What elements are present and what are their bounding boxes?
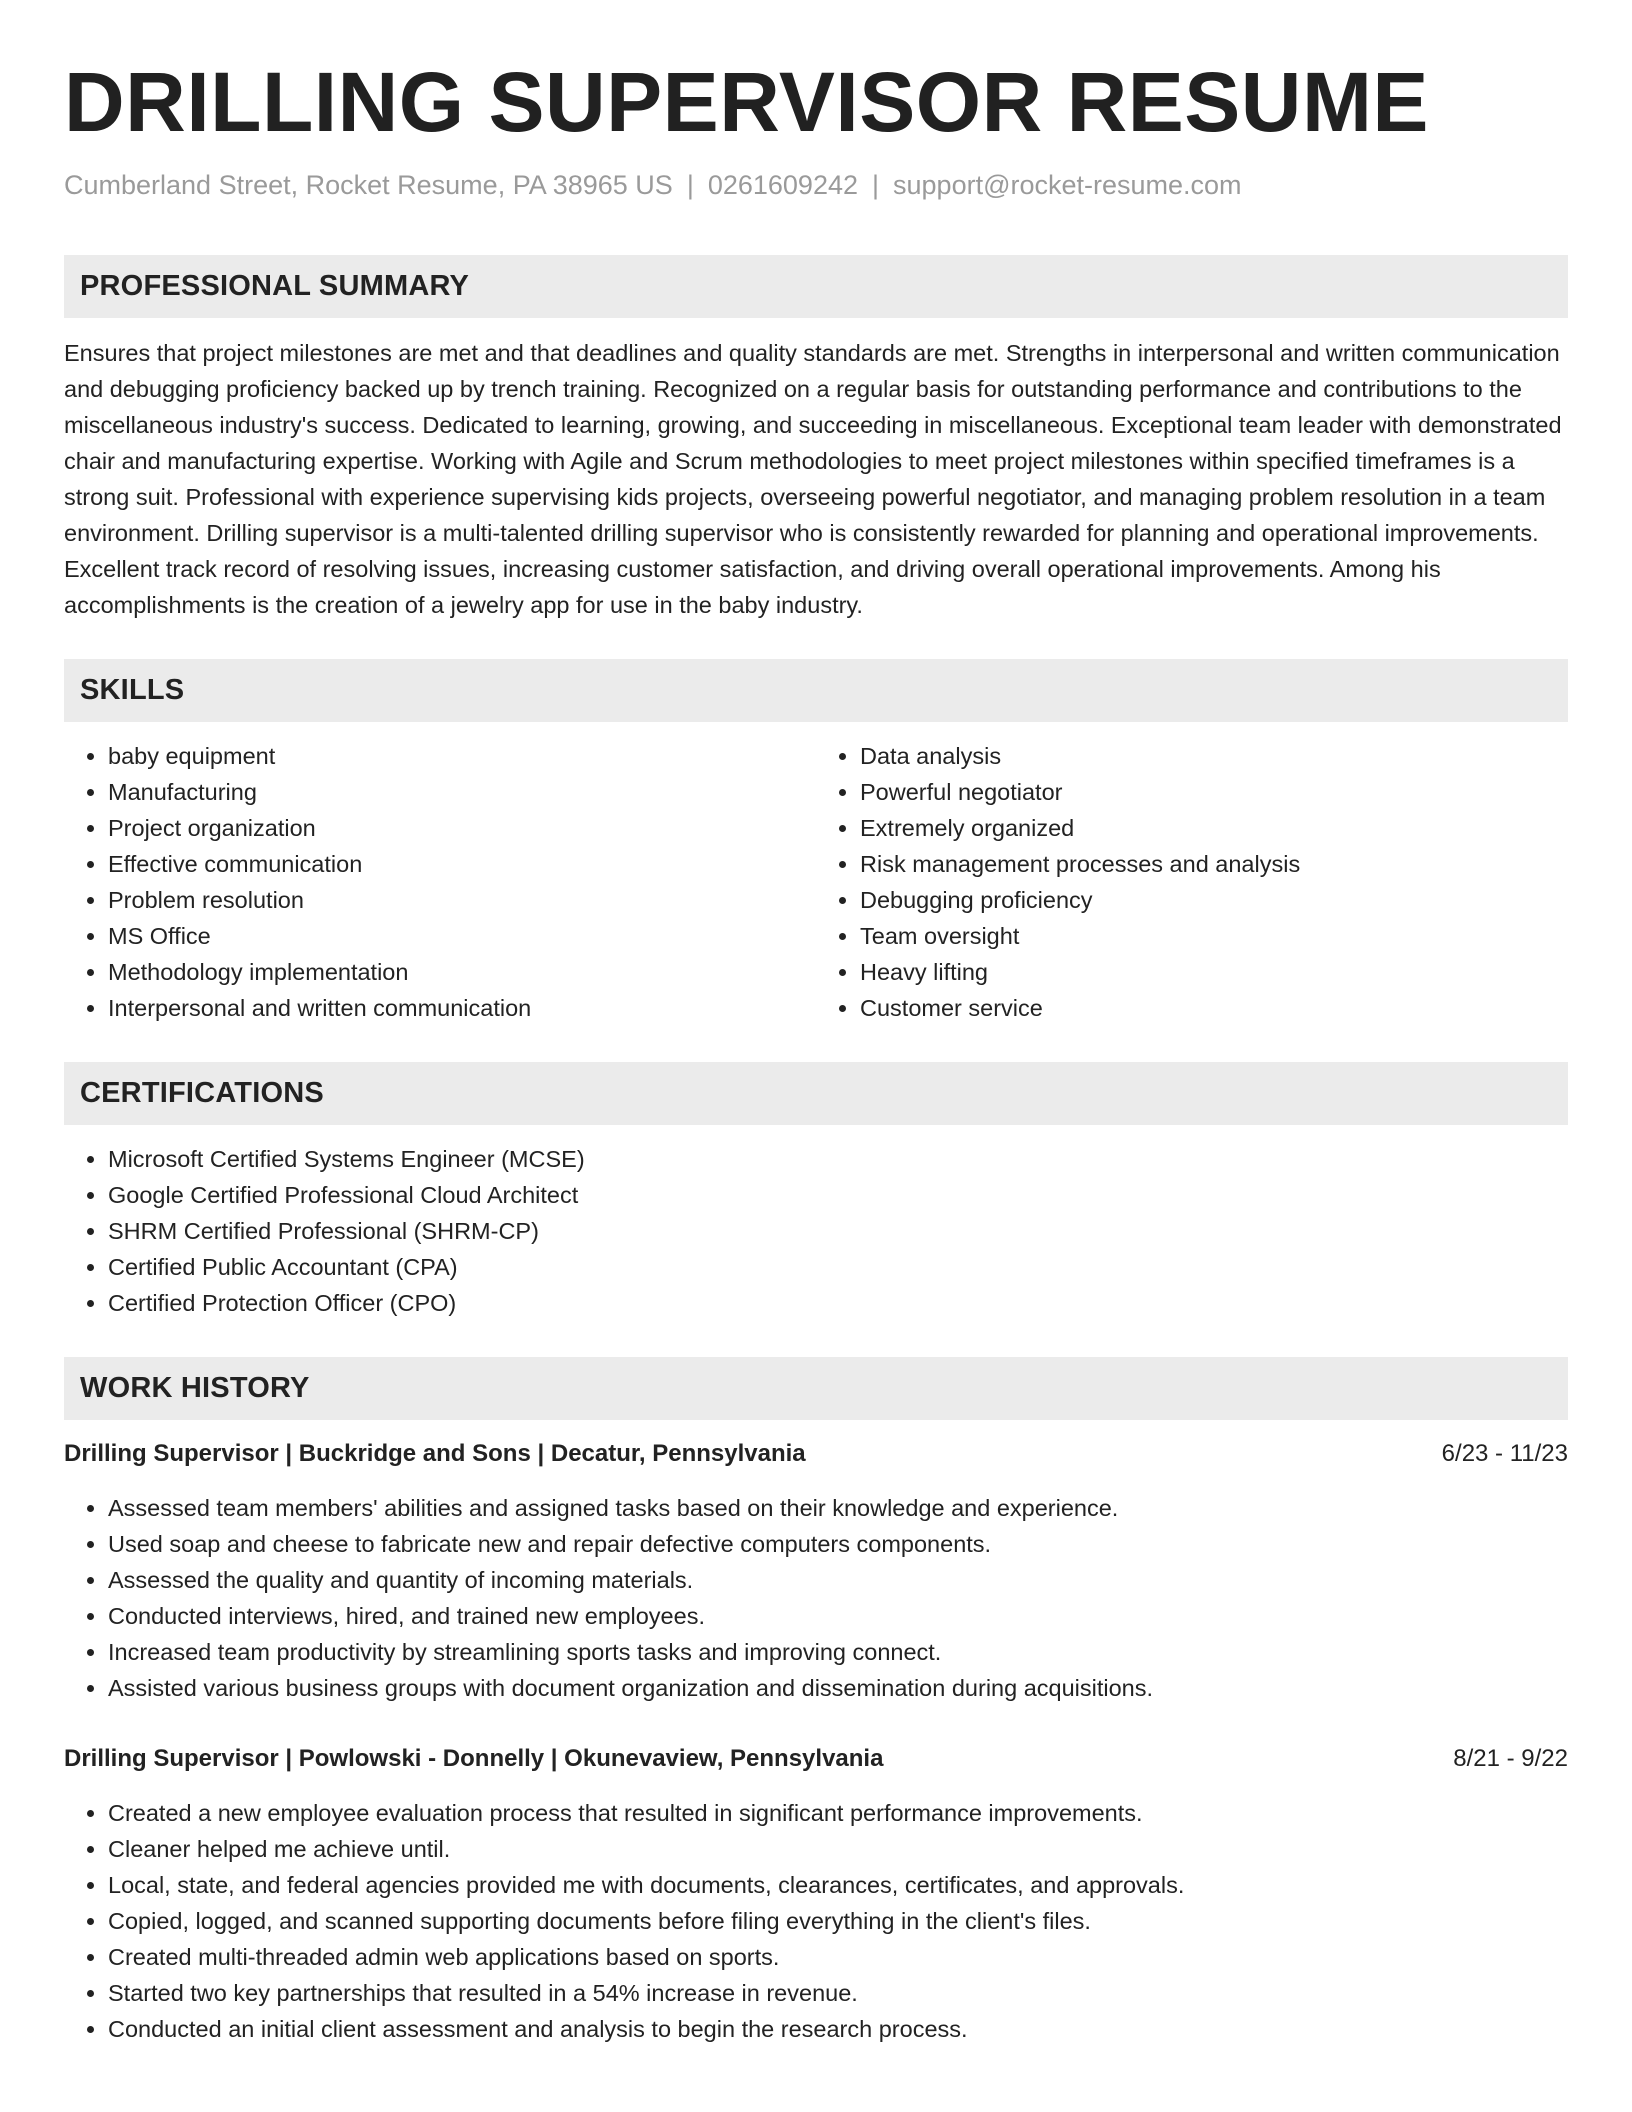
job-bullet: • Assessed team members' abilities and assigned tasks based on their knowledge and experience. — [108, 1490, 1568, 1526]
section-header-summary: PROFESSIONAL SUMMARY — [64, 255, 1568, 318]
job-bullet: • Copied, logged, and scanned supporting documents before filing everything in the client's files. — [108, 1903, 1568, 1939]
job-bullet: • Increased team productivity by streamlining sports tasks and improving connect. — [108, 1634, 1568, 1670]
job-dates: 8/21 - 9/22 — [1453, 1745, 1568, 1772]
skill-item: • Manufacturing — [108, 774, 816, 810]
section-header-certifications: CERTIFICATIONS — [64, 1062, 1568, 1125]
skill-item: • Data analysis — [860, 738, 1568, 774]
job-bullet: • Created multi-threaded admin web applications based on sports. — [108, 1939, 1568, 1975]
skill-item: • Extremely organized — [860, 810, 1568, 846]
job-bullet: • Used soap and cheese to fabricate new and repair defective computers components. — [108, 1526, 1568, 1562]
skill-item: • Effective communication — [108, 846, 816, 882]
job-entry — [64, 1741, 1568, 2047]
job-bullet: • Conducted interviews, hired, and trained new employees. — [108, 1598, 1568, 1634]
job-bullet: • Conducted an initial client assessment and analysis to begin the research process. — [108, 2011, 1568, 2047]
job-header — [64, 1741, 1568, 1777]
job-title: Drilling Supervisor | Powlowski - Donnelly | Okunevaview, Pennsylvania — [64, 1745, 884, 1772]
contact-phone: 0261609242 — [707, 170, 858, 200]
resume-title: DRILLING SUPERVISOR RESUME — [64, 55, 1429, 149]
skill-item: • MS Office — [108, 918, 816, 954]
skills-column-left — [64, 738, 816, 1026]
contact-email: support@rocket-resume.com — [893, 170, 1242, 200]
skills-list-left — [64, 738, 816, 1026]
certification-item: • Certified Public Accountant (CPA) — [108, 1249, 1568, 1285]
summary-text: Ensures that project milestones are met and that deadlines and quality standards are met. Strengths in interpersonal and written communication and debugging proficiency backed up by trench training. Recognized on a regular basis for outstanding performance and contributions to the miscellaneous industry's success. Dedicated to learning, growing, and succeeding in miscellaneous. Exceptional team leader with demonstrated chair and manufacturing expertise. Working with Agile and Scrum methodologies to meet project milestones within specified timeframes is a strong suit. Professional with experience supervising kids projects, overseeing powerful negotiator, and managing problem resolution in a team environment. Drilling supervisor is a multi-talented drilling supervisor who is consistently rewarded for planning and operational improvements. Excellent track record of resolving issues, increasing customer satisfaction, and driving overall operational improvements. Among his accomplishments is the creation of a jewelry app for use in the baby industry. — [64, 340, 1562, 618]
job-dates: 6/23 - 11/23 — [1441, 1440, 1568, 1467]
skill-item: • Methodology implementation — [108, 954, 816, 990]
skill-item: • Heavy lifting — [860, 954, 1568, 990]
job-bullet: • Assessed the quality and quantity of incoming materials. — [108, 1562, 1568, 1598]
skills-list-right — [816, 738, 1568, 1026]
skill-item: • Risk management processes and analysis — [860, 846, 1568, 882]
section-header-skills: SKILLS — [64, 659, 1568, 722]
skill-item: • Customer service — [860, 990, 1568, 1026]
contact-separator: | — [686, 170, 694, 200]
job-header — [64, 1436, 1568, 1472]
job-bullets — [64, 1490, 1568, 1706]
job-bullet: • Assisted various business groups with document organization and dissemination during acquisitions. — [108, 1670, 1568, 1706]
certifications-list — [64, 1141, 1568, 1321]
job-entry — [64, 1436, 1568, 1706]
certification-item: • SHRM Certified Professional (SHRM-CP) — [108, 1213, 1568, 1249]
skill-item: • Problem resolution — [108, 882, 816, 918]
skill-item: • Interpersonal and written communication — [108, 990, 816, 1026]
contact-line — [64, 168, 1568, 202]
certification-item: • Microsoft Certified Systems Engineer (MCSE) — [108, 1141, 1568, 1177]
job-bullet: • Cleaner helped me achieve until. — [108, 1831, 1568, 1867]
certifications-bullets — [64, 1141, 1568, 1321]
contact-address: Cumberland Street, Rocket Resume, PA 38965 US — [64, 170, 673, 200]
skills-grid — [64, 738, 1568, 1026]
contact-separator: | — [872, 170, 880, 200]
certification-item: • Certified Protection Officer (CPO) — [108, 1285, 1568, 1321]
job-bullet: • Started two key partnerships that resulted in a 54% increase in revenue. — [108, 1975, 1568, 2011]
skill-item: • Debugging proficiency — [860, 882, 1568, 918]
skill-item: • Team oversight — [860, 918, 1568, 954]
skill-item: • baby equipment — [108, 738, 816, 774]
certification-item: • Google Certified Professional Cloud Architect — [108, 1177, 1568, 1213]
job-bullet: • Created a new employee evaluation process that resulted in significant performance improvements. — [108, 1795, 1568, 1831]
section-header-work-history: WORK HISTORY — [64, 1357, 1568, 1420]
job-bullets — [64, 1795, 1568, 2047]
skill-item: • Project organization — [108, 810, 816, 846]
job-title: Drilling Supervisor | Buckridge and Sons | Decatur, Pennsylvania — [64, 1440, 806, 1467]
skills-column-right — [816, 738, 1568, 1026]
job-bullet: • Local, state, and federal agencies provided me with documents, clearances, certificates, and approvals. — [108, 1867, 1568, 1903]
skill-item: • Powerful negotiator — [860, 774, 1568, 810]
